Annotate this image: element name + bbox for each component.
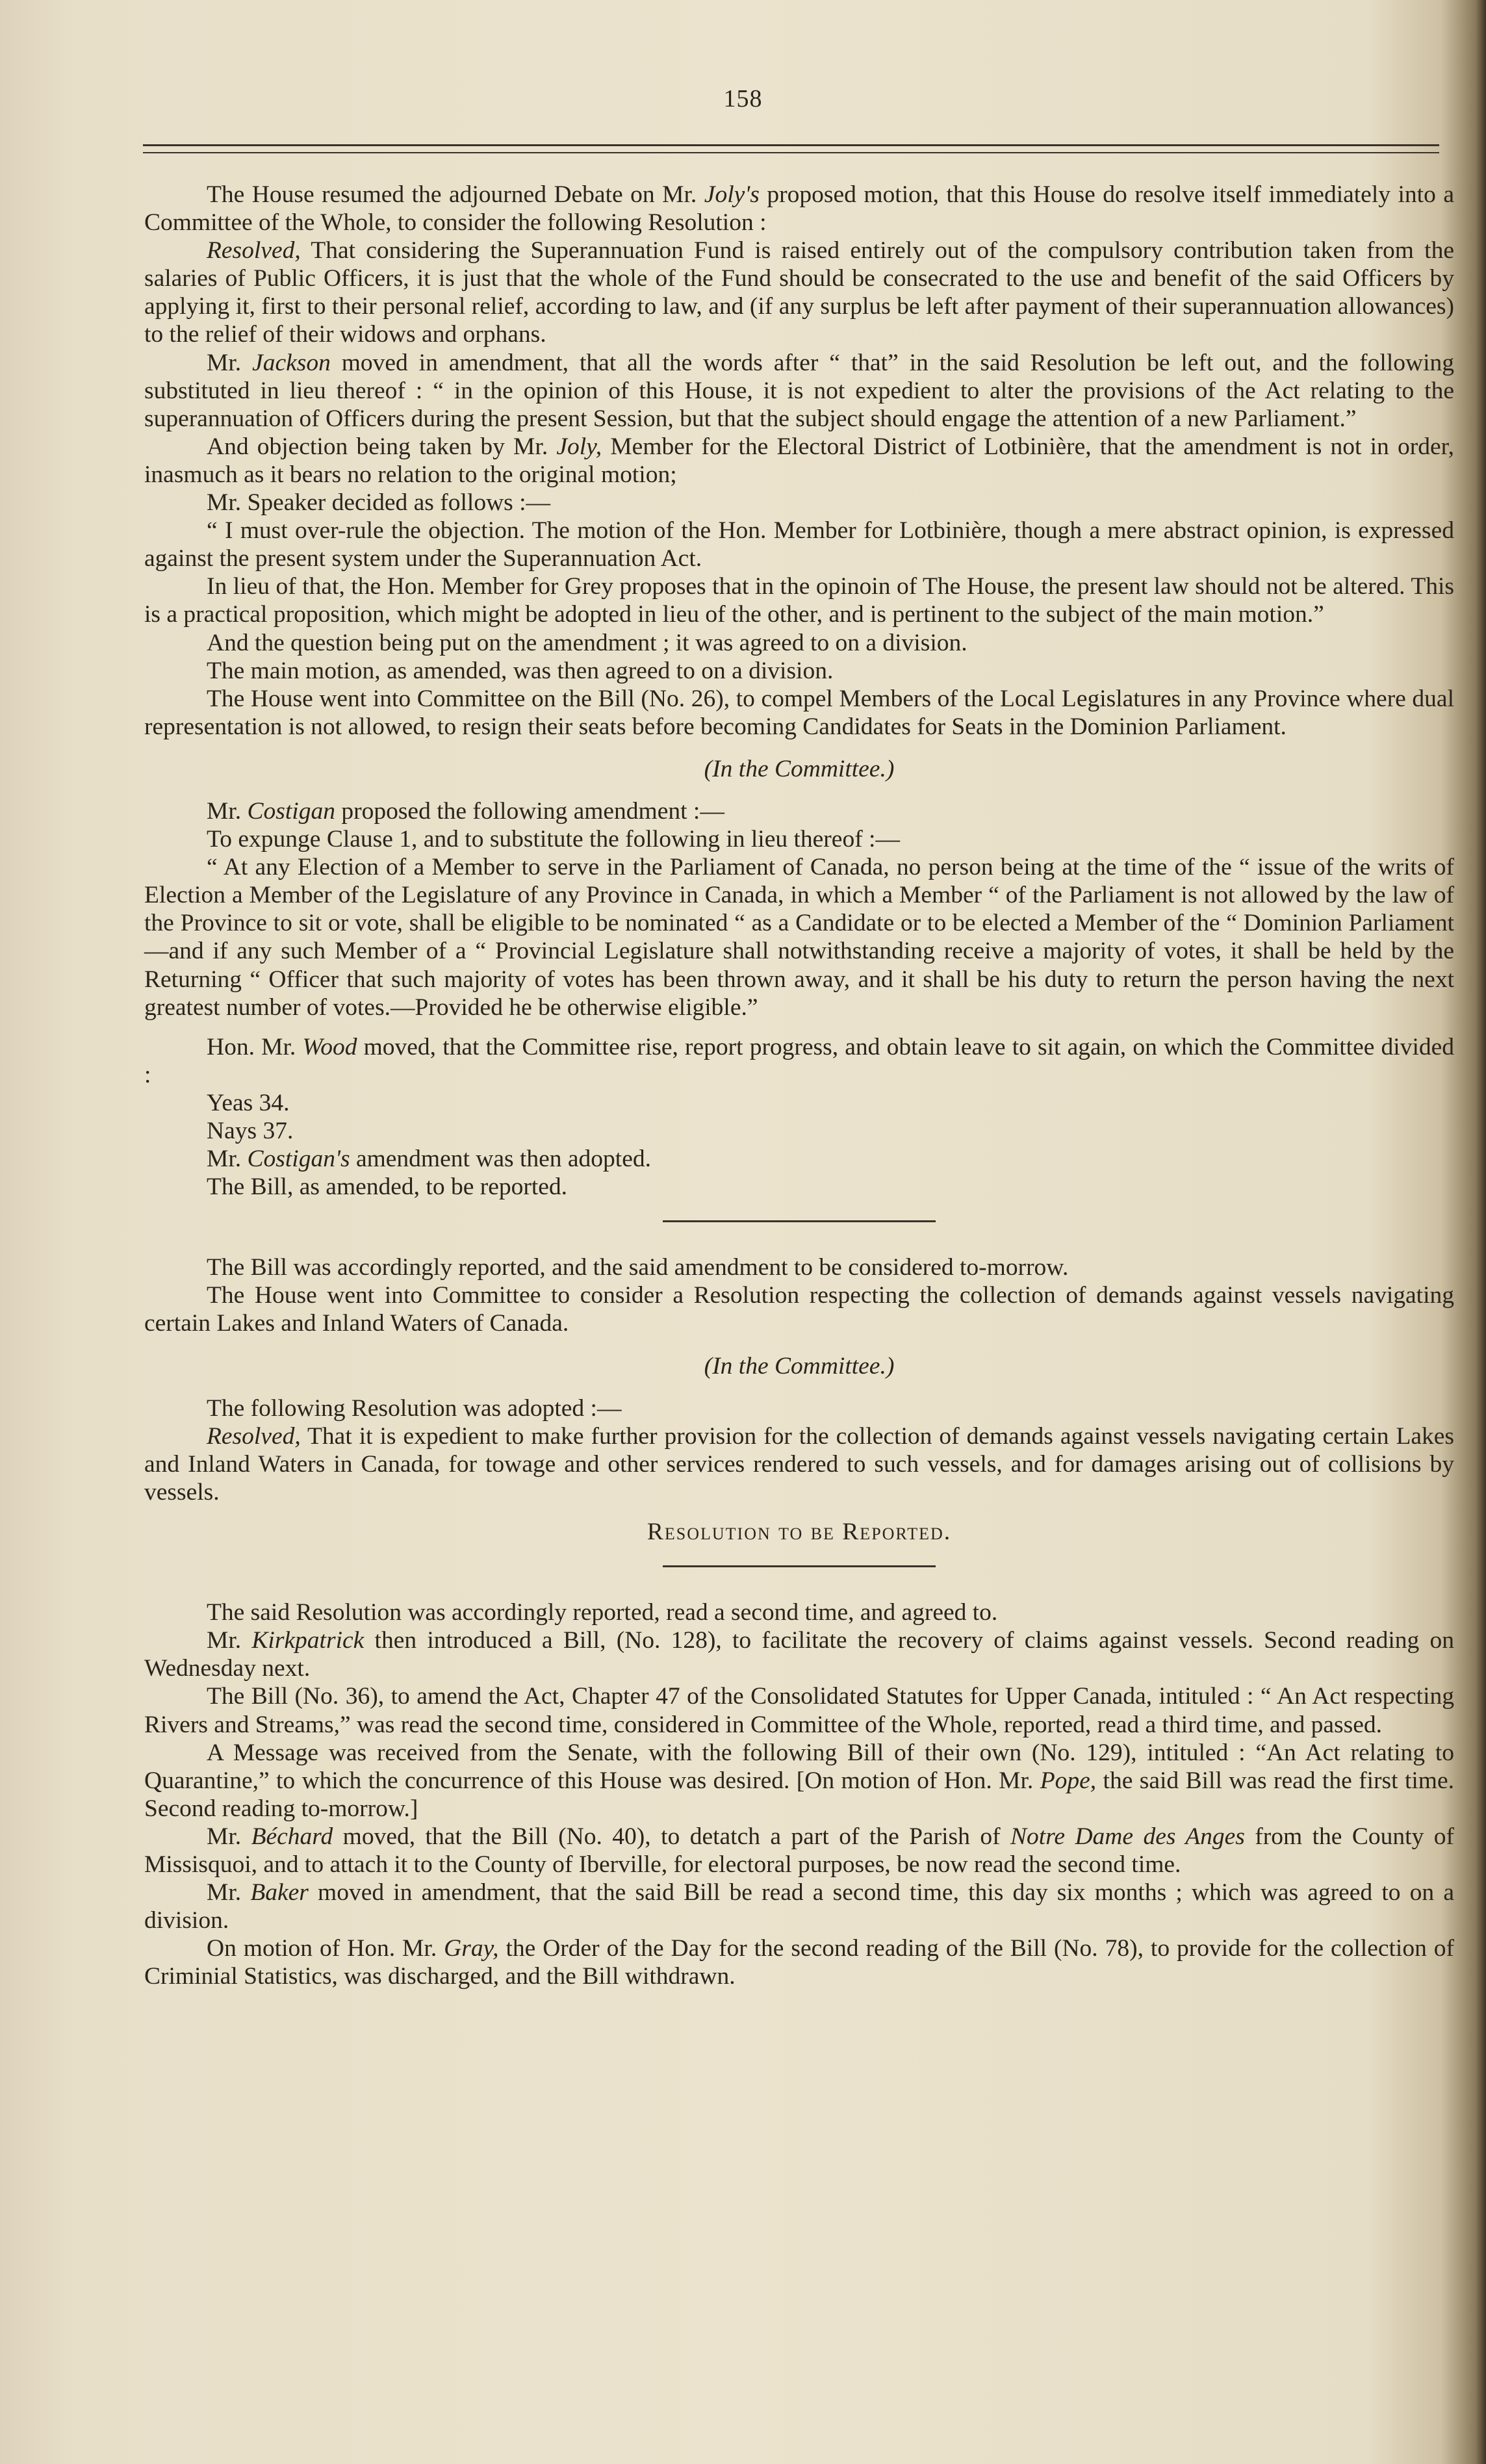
committee-heading: (In the Committee.) <box>704 755 895 782</box>
paragraph-resumed-debate: The House resumed the adjourned Debate on Mr. Joly's proposed motion, that this House do resolve itself immediately into a Committee of the Whole, to consider the following Resolution : <box>144 181 1454 237</box>
paragraph-gray-motion: On motion of Hon. Mr. Gray, the Order of the Day for the second reading of the Bill (No. 78), to provide for the collection of Criminial Statistics, was discharged, and the Bill withdrawn. <box>144 1935 1455 1990</box>
section-divider <box>663 1565 936 1567</box>
section-divider <box>663 1220 936 1222</box>
paragraph-vessels-committee: The House went into Committee to consider a Resolution respecting the collection of demands against vessels navigating certain Lakes and Inland Waters of Canada. <box>144 1282 1454 1337</box>
paragraph-kirkpatrick-bill: Mr. Kirkpatrick then introduced a Bill, (No. 128), to facilitate the recovery of claims against vessels. Second reading on Wednesday next. <box>144 1627 1455 1682</box>
paragraph-election-clause: “ At any Election of a Member to serve in the Parliament of Canada, no person being at the time of the “ issue of the writs of Election a Member of the Legislature of any Province in Canada, in which a Member “ of the Parliament is not allowed by the law of the Province to sit or vote, shall be eligible to be nominated “ as a Candidate or to be elected a Member of the “ Dominion Parliament—and if any such Member of a “ Provincial Legislature shall notwithstanding receive a majority of votes, it shall be held by the Returning “ Officer that such majority of votes has been thrown away, and it shall be his duty to return the person having the next greatest number of votes.—Provided he be otherwise eligible.” <box>144 854 1454 1021</box>
paragraph-resolution-adopted: The following Resolution was adopted :— <box>207 1394 622 1422</box>
paragraph-grey-proposal: In lieu of that, the Hon. Member for Grey proposes that in the opinoin of The House, the present law should not be altered. This is a practical proposition, which might be adopted in lieu of the other, and is pertinent to the subject of the main motion.” <box>144 573 1454 628</box>
committee-heading: (In the Committee.) <box>704 1352 895 1380</box>
spacer <box>144 1021 1454 1033</box>
paragraph-resolved-vessels: Resolved, That it is expedient to make further provision for the collection of demands against vessels navigating certain Lakes and Inland Waters in Canada, for towage and other services rendered to such vessels, and for damages arising out of collisions by vessels. <box>144 1422 1454 1506</box>
paragraph-costigan-proposed: Mr. Costigan proposed the following amendment :— <box>207 797 724 825</box>
paragraph-bechard-motion: Mr. Béchard moved, that the Bill (No. 40), to detatch a part of the Parish of Notre Dame des Anges from the County of Missisquoi, and to attach it to the County of Iberville, for electoral purposes, be now read the second time. <box>144 1823 1454 1878</box>
paragraph-bill-36: The Bill (No. 36), to amend the Act, Chapter 47 of the Consolidated Statutes for Upper Canada, intituled : “ An Act respecting Rivers and Streams,” was read the second time, considered in Committee of the Whole, reported, read a third time, and passed. <box>144 1683 1454 1738</box>
paragraph-baker-amendment: Mr. Baker moved in amendment, that the said Bill be read a second time, this day six months ; which was agreed to on a division. <box>144 1879 1454 1934</box>
paragraph-speaker-decided: Mr. Speaker decided as follows :— <box>207 489 551 517</box>
paragraph-resolution-agreed: The said Resolution was accordingly reported, read a second time, and agreed to. <box>207 1599 998 1626</box>
paragraph-wood-motion: Hon. Mr. Wood moved, that the Committee rise, report progress, and obtain leave to sit again, on which the Committee divided : <box>144 1033 1455 1088</box>
paragraph-costigan-adopted: Mr. Costigan's amendment was then adopted. <box>207 1146 651 1173</box>
paragraph-bill-reported: The Bill, as amended, to be reported. <box>207 1174 568 1201</box>
paragraph-joly-objection: And objection being taken by Mr. Joly, Member for the Electoral District of Lotbinière, that the amendment is not in order, inasmuch as it bears no relation to the original motion; <box>144 433 1454 488</box>
paragraph-speaker-ruling: “ I must over-rule the objection. The motion of the Hon. Member for Lotbinière, though a mere abstract opinion, is expressed against the present system under the Superannuation Act. <box>144 517 1454 572</box>
paragraph-question-put: And the question being put on the amendment ; it was agreed to on a division. <box>207 629 967 656</box>
paragraph-senate-message: A Message was received from the Senate, with the following Bill of their own (No. 129), intituled : “An Act relating to Quarantine,” to which the concurrence of this House was desired. [On motion of Hon. Mr. Pope, the said Bill was read the first time. Second reading to-morrow.] <box>144 1739 1454 1822</box>
paragraph-bill-26: The House went into Committee on the Bill (No. 26), to compel Members of the Local Legislatures in any Province where dual representation is not allowed, to resign their seats before becoming Candidates for Seats in the Dominion Parliament. <box>144 685 1454 740</box>
paragraph-jackson-amendment: Mr. Jackson moved in amendment, that all the words after “ that” in the said Resolution be left out, and the following substituted in lieu thereof : “ in the opinion of this House, it is not expedient to alter the provisions of the Act relating to the superannuation of Officers during the present Session, but that the subject should engage the attention of a new Parliament.” <box>144 349 1455 432</box>
resolution-reported-heading: Resolution to be Reported. <box>647 1519 952 1546</box>
page-body <box>144 181 1454 1990</box>
header-double-rule <box>143 144 1439 153</box>
vote-yeas: Yeas 34. <box>207 1089 290 1116</box>
paragraph-expunge-clause: To expunge Clause 1, and to substitute the following in lieu thereof :— <box>207 826 900 853</box>
paragraph-accordingly-reported: The Bill was accordingly reported, and the said amendment to be considered to-morrow. <box>207 1254 1069 1281</box>
vote-nays: Nays 37. <box>207 1118 294 1144</box>
page-number: 158 <box>723 85 763 112</box>
paragraph-resolved-superannuation: Resolved, That considering the Superannuation Fund is raised entirely out of the compulsory contribution taken from the salaries of Public Officers, it is just that the whole of the Fund should be consecrated to the use and benefit of the said Officers by applying it, first to their personal relief, according to law, and (if any surplus be left after payment of their superannuation allowances) to the relief of their widows and orphans. <box>144 237 1454 348</box>
paragraph-main-motion: The main motion, as amended, was then agreed to on a division. <box>207 657 834 684</box>
